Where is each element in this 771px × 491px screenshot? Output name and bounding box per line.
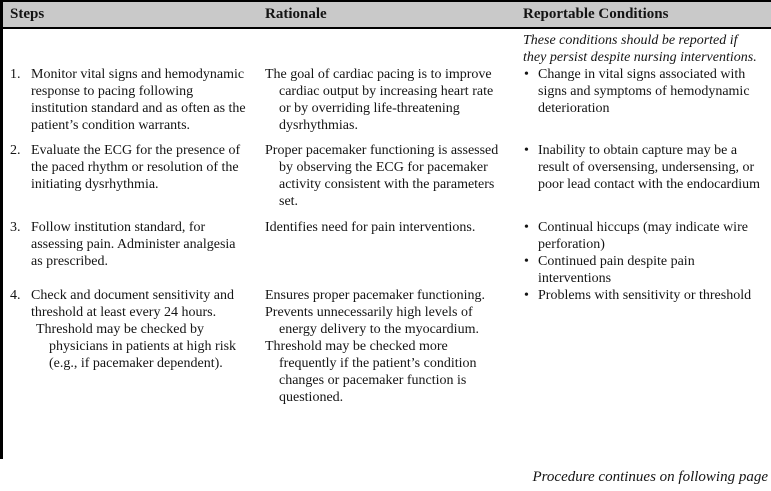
- table-header-row: [0, 0, 771, 29]
- column-header-steps: Steps: [10, 6, 45, 22]
- column-header-reportable-conditions: Reportable Conditions: [523, 6, 669, 22]
- step-number: 2.: [10, 143, 21, 158]
- reportable-cell-intro: [515, 32, 771, 66]
- steps-cell: [3, 66, 256, 134]
- reportable-cell: [515, 66, 771, 117]
- reportable-cell: [515, 219, 771, 287]
- table-row: [3, 142, 771, 210]
- reportable-intro-note: These conditions should be reported if they persist despite nursing interventions.: [523, 33, 757, 65]
- reportable-bullet: • Continued pain despite pain interventions: [523, 253, 763, 287]
- rationale-paragraph: Ensures proper pacemaker functioning.: [265, 288, 486, 303]
- step-item: [10, 219, 246, 270]
- reportable-cell: [515, 287, 771, 304]
- rationale-paragraph: Threshold may be checked more frequently if the patient’s condition changes or pacemaker function is questioned.: [265, 339, 477, 405]
- reportable-bullet: • Problems with sensitivity or threshold: [523, 287, 763, 304]
- step-item: [10, 142, 246, 193]
- step-subnote: Threshold may be checked by physicians in patients at high risk (e.g., if pacemaker dependent).: [36, 322, 237, 371]
- rationale-cell: [256, 142, 515, 210]
- step-text: Evaluate the ECG for the presence of the paced rhythm or resolution of the initiating dysrhythmia.: [31, 143, 241, 192]
- rationale-paragraph: Proper pacemaker functioning is assessed by observing the ECG for pacemaker activity consistent with the parameters set.: [265, 143, 499, 209]
- step-number: 3.: [10, 220, 21, 235]
- step-number: 4.: [10, 288, 21, 303]
- column-header-rationale: Rationale: [265, 6, 327, 22]
- step-text: Check and document sensitivity and threshold at least every 24 hours.: [31, 288, 234, 320]
- rationale-cell: [256, 287, 515, 406]
- rationale-paragraph: The goal of cardiac pacing is to improve cardiac output by increasing heart rate or by overriding life-threatening dysrhythmias.: [265, 67, 494, 133]
- step-item: [10, 66, 246, 134]
- rationale-cell: [256, 66, 515, 134]
- rationale-cell: [256, 219, 515, 236]
- steps-cell: [3, 287, 256, 372]
- rationale-paragraph: Identifies need for pain interventions.: [265, 220, 476, 235]
- reportable-cell: [515, 142, 771, 193]
- table-row: [3, 219, 771, 287]
- step-number: 1.: [10, 67, 21, 82]
- rationale-paragraph: Prevents unnecessarily high levels of energy delivery to the myocardium.: [265, 305, 479, 337]
- step-text: Monitor vital signs and hemodynamic response to pacing following institution standard and as often as the patient’s condition warrants.: [31, 67, 246, 133]
- reportable-bullet: • Inability to obtain capture may be a result of oversensing, undersensing, or poor lead contact with the endocardium: [523, 142, 763, 193]
- reportable-bullet: • Change in vital signs associated with signs and symptoms of hemodynamic deterioration: [523, 66, 763, 117]
- table-row: [3, 287, 771, 406]
- steps-cell: [3, 219, 256, 270]
- steps-cell: [3, 142, 256, 193]
- table-body: [0, 29, 771, 459]
- table-row: [3, 66, 771, 134]
- step-item: [10, 287, 246, 321]
- step-text: Follow institution standard, for assessing pain. Administer analgesia as prescribed.: [31, 220, 236, 269]
- table-row-intro: [3, 32, 771, 66]
- continuation-note: Procedure continues on following page: [532, 469, 768, 485]
- reportable-bullet: • Continual hiccups (may indicate wire perforation): [523, 219, 763, 253]
